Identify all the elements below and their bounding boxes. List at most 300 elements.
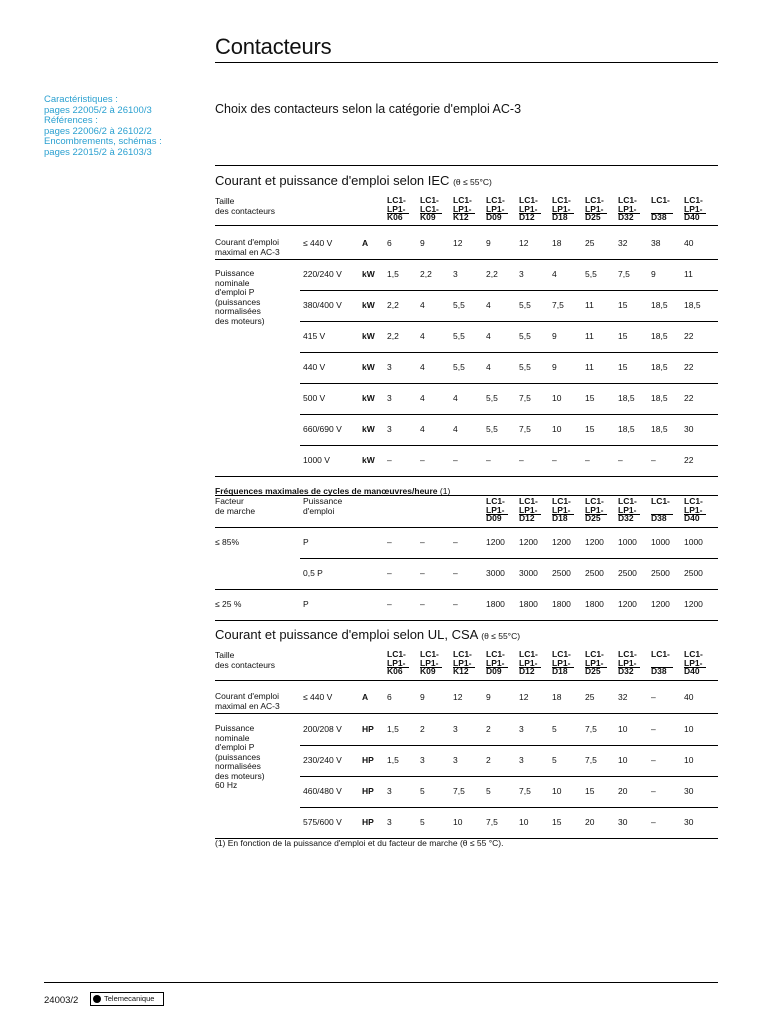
iec-title-text: Courant et puissance d'emploi selon IEC — [215, 173, 450, 188]
ul-power-value: 7,5 — [519, 786, 531, 796]
freq-col-header — [618, 497, 637, 523]
iec-power-label-line: Puissance — [215, 268, 255, 278]
iec-col-header-line: LP1- — [684, 203, 703, 214]
ul-power-label-line: (puissances — [215, 751, 261, 762]
ul-power-voltage: 575/600 V — [303, 817, 342, 827]
iec-power-voltage: 660/690 V — [303, 424, 342, 434]
iec-power-voltage: 380/400 V — [303, 300, 342, 310]
iec-power-voltage: 220/240 V — [303, 269, 342, 279]
ul-current-label-line: Courant d'emploi — [215, 691, 279, 701]
ul-col-header — [585, 650, 604, 676]
freq-value: 1200 — [651, 599, 670, 609]
iec-current-value: 12 — [519, 238, 529, 248]
ul-power-value: 2 — [420, 724, 425, 734]
ul-current-value: 12 — [453, 692, 463, 702]
iec-col-header-line: LC1- — [618, 195, 637, 205]
ul-size-label — [215, 651, 275, 670]
ul-col-header-line: LC1- — [387, 649, 406, 659]
ul-col-header-line: K06 — [387, 666, 403, 676]
iec-power-label-line: nominale — [215, 277, 250, 288]
ul-power-value: 2 — [486, 724, 491, 734]
freq-value: 1000 — [651, 537, 670, 547]
ul-power-value: – — [651, 724, 656, 734]
iec-power-value: 5,5 — [453, 300, 465, 310]
iec-power-value: 7,5 — [618, 269, 630, 279]
iec-power-value: 9 — [552, 362, 557, 372]
freq-value: 2500 — [618, 568, 637, 578]
iec-power-value: 5,5 — [519, 331, 531, 341]
iec-power-value: 4 — [486, 362, 491, 372]
iec-power-value: – — [420, 455, 425, 465]
freq-value: 1800 — [519, 599, 538, 609]
ul-power-label-line: des moteurs) — [215, 770, 265, 781]
iec-power-value: 15 — [618, 331, 628, 341]
ref-line[interactable]: pages 22005/2 à 26100/3 — [44, 104, 152, 116]
freq-value: 2500 — [552, 568, 571, 578]
iec-section-title — [215, 173, 492, 188]
ul-power-value: 10 — [684, 755, 694, 765]
ul-power-value: 15 — [552, 817, 562, 827]
freq-value: 1800 — [585, 599, 604, 609]
freq-col-header-line: LP1- — [618, 504, 637, 515]
iec-power-value: 4 — [486, 331, 491, 341]
iec-power-value: 3 — [387, 362, 392, 372]
ul-power-value: 2 — [486, 755, 491, 765]
brand-logo — [90, 992, 164, 1006]
ul-current-label — [215, 692, 280, 711]
iec-col-header-line: D38 — [651, 212, 667, 222]
freq-col-header-line: D38 — [651, 513, 667, 523]
iec-current-value: 18 — [552, 238, 562, 248]
freq-value: – — [387, 568, 392, 578]
freq-factor-label — [215, 497, 255, 516]
iec-power-rule — [300, 383, 718, 384]
ul-col-header-line: K09 — [420, 666, 436, 676]
iec-current-rule — [215, 259, 718, 260]
iec-power-value: 18,5 — [651, 424, 668, 434]
ul-col-header-line: LP1- — [387, 657, 406, 668]
freq-col-header-line: LC1- — [519, 496, 538, 506]
iec-power-value: 5,5 — [453, 362, 465, 372]
ul-col-header-line: LC1- — [618, 649, 637, 659]
freq-factor-label-line: de marche — [215, 505, 256, 516]
ul-current-value: 9 — [420, 692, 425, 702]
freq-value: – — [420, 537, 425, 547]
ref-line[interactable]: pages 22015/2 à 26103/3 — [44, 146, 152, 158]
iec-power-value: 1,5 — [387, 269, 399, 279]
freq-col-header-line: LC1- — [486, 496, 505, 506]
ul-col-header-line: D12 — [519, 666, 535, 676]
ul-power-value: 3 — [453, 755, 458, 765]
ul-section-title — [215, 627, 520, 642]
title-rule — [215, 62, 718, 63]
ul-header-rule — [215, 680, 718, 681]
iec-col-header-line: LP1- — [618, 203, 637, 214]
iec-power-value: 5,5 — [453, 331, 465, 341]
ul-power-rule — [300, 807, 718, 808]
iec-power-value: 2,2 — [486, 269, 498, 279]
freq-factor-label-line: Facteur — [215, 496, 244, 506]
iec-power-value: 10 — [552, 393, 562, 403]
ul-power-rule — [300, 776, 718, 777]
iec-current-value: 9 — [420, 238, 425, 248]
ul-power-value: 5 — [552, 755, 557, 765]
ul-power-value: 1,5 — [387, 724, 399, 734]
iec-power-value: 11 — [585, 300, 594, 310]
freq-factor: ≤ 85% — [215, 537, 240, 547]
freq-value: 2500 — [684, 568, 703, 578]
iec-col-header-line: D25 — [585, 212, 601, 222]
iec-current-value: 25 — [585, 238, 595, 248]
ul-current-value: – — [651, 692, 656, 702]
iec-power-label-line: d'emploi P — [215, 287, 255, 297]
iec-power-value: 5,5 — [519, 300, 531, 310]
ul-power-voltage: 460/480 V — [303, 786, 342, 796]
ul-col-header-line: LP1- — [585, 657, 604, 668]
ul-col-header-line: LC1- — [453, 649, 472, 659]
freq-col-header-line: LP1- — [486, 504, 505, 515]
freq-value: 1800 — [552, 599, 571, 609]
freq-value: 2500 — [651, 568, 670, 578]
page-title: Contacteurs — [215, 34, 332, 59]
freq-value: 1200 — [519, 537, 538, 547]
ul-col-header-line: D38 — [651, 666, 667, 676]
iec-power-value: 22 — [684, 331, 694, 341]
iec-power-value: 4 — [552, 269, 557, 279]
freq-power: 0,5 P — [303, 568, 323, 578]
ul-current-value: 9 — [486, 692, 491, 702]
freq-col-header-line: LC1- — [552, 496, 571, 506]
iec-col-header — [453, 196, 472, 222]
ul-col-header-line: D40 — [684, 666, 700, 676]
iec-col-header-line: D12 — [519, 212, 535, 222]
freq-col-header — [651, 497, 670, 523]
freq-col-header-line: D12 — [519, 513, 535, 523]
freq-row-rule — [215, 589, 718, 590]
iec-size-label-line: Taille — [215, 196, 235, 206]
iec-col-header-line: K06 — [387, 212, 403, 222]
iec-power-voltage: 1000 V — [303, 455, 330, 465]
ul-col-header-line: LC1- — [519, 649, 538, 659]
iec-col-header — [618, 196, 637, 222]
iec-col-header-line: LC1- — [552, 195, 571, 205]
iec-col-header-line: D32 — [618, 212, 634, 222]
iec-current-value: 38 — [651, 238, 661, 248]
freq-col-header-line: LC1- — [585, 496, 604, 506]
ul-power-unit: HP — [362, 724, 374, 734]
ul-current-unit: A — [362, 692, 369, 702]
ul-power-value: 3 — [519, 755, 524, 765]
iec-power-value: 4 — [420, 300, 425, 310]
ul-power-value: 30 — [684, 786, 694, 796]
ul-power-label — [215, 724, 265, 791]
freq-col-header-line: LP1- — [585, 504, 604, 515]
iec-col-header — [552, 196, 571, 222]
iec-power-label-line: normalisées — [215, 306, 261, 316]
page-number: 24003/2 — [44, 995, 79, 1006]
ul-power-value: 3 — [519, 724, 524, 734]
freq-value: – — [453, 568, 458, 578]
freq-power: P — [303, 537, 309, 547]
iec-power-unit: kW — [362, 455, 375, 465]
ul-power-label-line: normalisées — [215, 761, 261, 771]
iec-power-value: 3 — [453, 269, 458, 279]
ul-col-header-line: LC1- — [585, 649, 604, 659]
ul-power-value: 5 — [486, 786, 491, 796]
ul-power-value: 20 — [618, 786, 628, 796]
freq-col-header-line: LC1- — [684, 496, 703, 506]
freq-power-label — [303, 497, 342, 516]
freq-header-rule — [215, 527, 718, 528]
ul-power-value: 1,5 — [387, 755, 399, 765]
iec-power-label — [215, 269, 265, 326]
iec-current-value: 40 — [684, 238, 694, 248]
iec-power-value: 3 — [387, 424, 392, 434]
ul-power-unit: HP — [362, 817, 374, 827]
ul-power-value: 7,5 — [486, 817, 498, 827]
ul-power-value: 3 — [387, 786, 392, 796]
ul-power-value: – — [651, 786, 656, 796]
freq-col-header-line: D09 — [486, 513, 502, 523]
ref-line: Encombrements, schémas : — [44, 136, 162, 147]
iec-col-header-line: LP1- — [585, 203, 604, 214]
iec-current-label — [215, 238, 280, 257]
freq-row-rule — [300, 558, 718, 559]
iec-power-value: 15 — [585, 393, 595, 403]
iec-power-value: 7,5 — [519, 424, 531, 434]
ul-col-header-line: LC1- — [684, 649, 703, 659]
ul-col-header — [618, 650, 637, 676]
freq-power-label-line: Puissance — [303, 496, 343, 506]
iec-power-value: 11 — [585, 362, 594, 372]
ul-power-unit: HP — [362, 786, 374, 796]
iec-power-label-line: des moteurs) — [215, 315, 265, 326]
freq-value: 1000 — [684, 537, 703, 547]
iec-col-header-line: LC1- — [519, 195, 538, 205]
freq-value: 1200 — [684, 599, 703, 609]
ul-col-header — [420, 650, 439, 676]
freq-col-header-line: LC1- — [618, 496, 637, 506]
freq-col-header — [585, 497, 604, 523]
iec-size-label — [215, 197, 275, 216]
iec-col-header-line: LC1- — [387, 195, 406, 205]
ul-power-label-line: d'emploi P — [215, 742, 255, 752]
ul-title-text: Courant et puissance d'emploi selon UL, CSA — [215, 627, 478, 642]
iec-size-label-line: des contacteurs — [215, 205, 276, 216]
ul-power-value: 10 — [519, 817, 529, 827]
iec-power-rule — [300, 321, 718, 322]
ul-power-value: 10 — [618, 724, 628, 734]
ul-power-value: 10 — [453, 817, 463, 827]
freq-value: 3000 — [486, 568, 505, 578]
ul-col-header-line: D09 — [486, 666, 502, 676]
iec-power-value: 4 — [420, 331, 425, 341]
ul-col-header-line: D18 — [552, 666, 568, 676]
brand-name: Telemecanique — [104, 994, 155, 1003]
ul-col-header-line: LP1- — [519, 657, 538, 668]
freq-value: – — [420, 599, 425, 609]
freq-value: 1800 — [486, 599, 505, 609]
iec-power-voltage: 440 V — [303, 362, 326, 372]
freq-value: – — [387, 537, 392, 547]
ul-col-header-line: LC1- — [552, 649, 571, 659]
ul-power-value: 30 — [618, 817, 628, 827]
iec-power-value: – — [387, 455, 392, 465]
ul-current-value: 18 — [552, 692, 562, 702]
ul-temp-note: (θ ≤ 55°C) — [481, 631, 521, 641]
ul-col-header-line: LP1- — [453, 657, 472, 668]
section-rule — [215, 165, 718, 166]
iec-power-value: 22 — [684, 393, 694, 403]
ul-power-rule — [300, 745, 718, 746]
iec-power-value: 11 — [684, 269, 693, 279]
iec-col-header — [420, 196, 439, 222]
iec-col-header-line: D09 — [486, 212, 502, 222]
iec-power-value: 18,5 — [618, 424, 635, 434]
iec-power-value: – — [486, 455, 491, 465]
freq-value: – — [453, 537, 458, 547]
iec-power-value: 15 — [618, 300, 628, 310]
iec-power-value: 5,5 — [519, 362, 531, 372]
iec-col-header-line: LC1- — [486, 195, 505, 205]
iec-temp-note: (θ ≤ 55°C) — [453, 177, 492, 187]
iec-col-header-line: LC1- — [453, 195, 472, 205]
iec-col-header — [387, 196, 406, 222]
iec-power-unit: kW — [362, 331, 375, 341]
freq-value: 1200 — [618, 599, 637, 609]
freq-col-header — [486, 497, 505, 523]
ul-power-value: 7,5 — [585, 755, 597, 765]
ul-col-header — [519, 650, 538, 676]
ul-current-value: 40 — [684, 692, 694, 702]
iec-col-header-line: LP1- — [486, 203, 505, 214]
iec-current-value: 32 — [618, 238, 628, 248]
ul-power-value: 10 — [552, 786, 562, 796]
freq-value: 3000 — [519, 568, 538, 578]
ref-line: Caractéristiques : — [44, 94, 118, 105]
freq-col-header-line: LP1- — [552, 504, 571, 515]
iec-power-value: 7,5 — [519, 393, 531, 403]
iec-power-value: 9 — [651, 269, 656, 279]
iec-col-header — [651, 196, 670, 222]
freq-col-header-line: D32 — [618, 513, 634, 523]
ul-power-value: 5 — [420, 817, 425, 827]
iec-col-header — [684, 196, 703, 222]
iec-power-value: 2,2 — [387, 331, 399, 341]
iec-power-value: 5,5 — [486, 424, 498, 434]
iec-power-value: 18,5 — [684, 300, 701, 310]
ul-col-header-line: LP1- — [420, 657, 439, 668]
ul-power-rule — [215, 838, 718, 839]
freq-power-label-line: d'emploi — [303, 505, 335, 516]
iec-power-value: 2,2 — [387, 300, 399, 310]
freq-title-rule — [215, 495, 718, 496]
ul-power-value: 3 — [420, 755, 425, 765]
ul-col-header-line: K12 — [453, 666, 469, 676]
ul-size-label-line: des contacteurs — [215, 659, 276, 670]
iec-current-label-line: Courant d'emploi — [215, 237, 279, 247]
iec-col-header-line: D40 — [684, 212, 700, 222]
ul-col-header-line: LP1- — [684, 657, 703, 668]
ul-col-header-line: LC1- — [420, 649, 439, 659]
iec-power-value: 4 — [453, 393, 458, 403]
ul-col-header-line: LP1- — [618, 657, 637, 668]
ul-current-label-line: maximal en AC-3 — [215, 700, 280, 711]
freq-col-header-line: LC1- — [651, 496, 670, 506]
iec-power-value: – — [585, 455, 590, 465]
iec-power-value: 4 — [453, 424, 458, 434]
freq-factor: ≤ 25 % — [215, 599, 242, 609]
freq-title-text: Fréquences maximales de cycles de manœuvres/heure — [215, 486, 438, 496]
iec-col-header-line: LC1- — [684, 195, 703, 205]
iec-power-rule — [300, 352, 718, 353]
iec-power-unit: kW — [362, 269, 375, 279]
ul-power-value: – — [651, 755, 656, 765]
iec-power-value: – — [651, 455, 656, 465]
ref-line[interactable]: pages 22006/2 à 26102/2 — [44, 125, 152, 137]
ul-current-voltage: ≤ 440 V — [303, 692, 333, 702]
ul-power-value: 3 — [453, 724, 458, 734]
iec-col-header-line: LP1- — [453, 203, 472, 214]
iec-power-value: – — [519, 455, 524, 465]
iec-power-value: 2,2 — [420, 269, 432, 279]
iec-col-header — [519, 196, 538, 222]
cross-references — [44, 95, 162, 158]
ul-power-value: – — [651, 817, 656, 827]
iec-current-value: 6 — [387, 238, 392, 248]
freq-value: 1000 — [618, 537, 637, 547]
freq-col-header-line: LP1- — [684, 504, 703, 515]
iec-power-rule — [300, 414, 718, 415]
ul-power-unit: HP — [362, 755, 374, 765]
freq-col-header-line: D25 — [585, 513, 601, 523]
ul-col-header — [486, 650, 505, 676]
freq-value: 1200 — [552, 537, 571, 547]
iec-col-header — [486, 196, 505, 222]
iec-power-value: 18,5 — [651, 331, 668, 341]
freq-col-header-line: D18 — [552, 513, 568, 523]
ul-col-header-line: LP1- — [552, 657, 571, 668]
ul-power-value: 30 — [684, 817, 694, 827]
footnote: (1) En fonction de la puissance d'emploi et du facteur de marche (θ ≤ 55 °C). — [215, 838, 504, 848]
iec-col-header-line: K12 — [453, 212, 469, 222]
ul-col-header-line: LC1- — [651, 649, 670, 659]
ul-size-label-line: Taille — [215, 650, 235, 660]
ul-power-value: 10 — [684, 724, 694, 734]
iec-current-voltage: ≤ 440 V — [303, 238, 333, 248]
iec-power-value: 10 — [552, 424, 562, 434]
ul-power-label-line: Puissance — [215, 723, 255, 733]
freq-col-header — [519, 497, 538, 523]
iec-power-label-line: (puissances — [215, 296, 261, 307]
ul-col-header-line: LP1- — [486, 657, 505, 668]
freq-value: 2500 — [585, 568, 604, 578]
ref-line: Références : — [44, 115, 98, 126]
freq-col-header-line: LP1- — [519, 504, 538, 515]
iec-power-value: 15 — [585, 424, 595, 434]
ul-current-value: 32 — [618, 692, 628, 702]
iec-power-unit: kW — [362, 300, 375, 310]
iec-col-header-line: LC1- — [420, 195, 439, 205]
ul-power-label-line: nominale — [215, 732, 250, 743]
iec-current-unit: A — [362, 238, 369, 248]
iec-power-value: 3 — [519, 269, 524, 279]
iec-power-value: 11 — [585, 331, 594, 341]
iec-power-value: 3 — [387, 393, 392, 403]
freq-value: – — [453, 599, 458, 609]
iec-power-value: 18,5 — [618, 393, 635, 403]
iec-power-unit: kW — [362, 362, 375, 372]
